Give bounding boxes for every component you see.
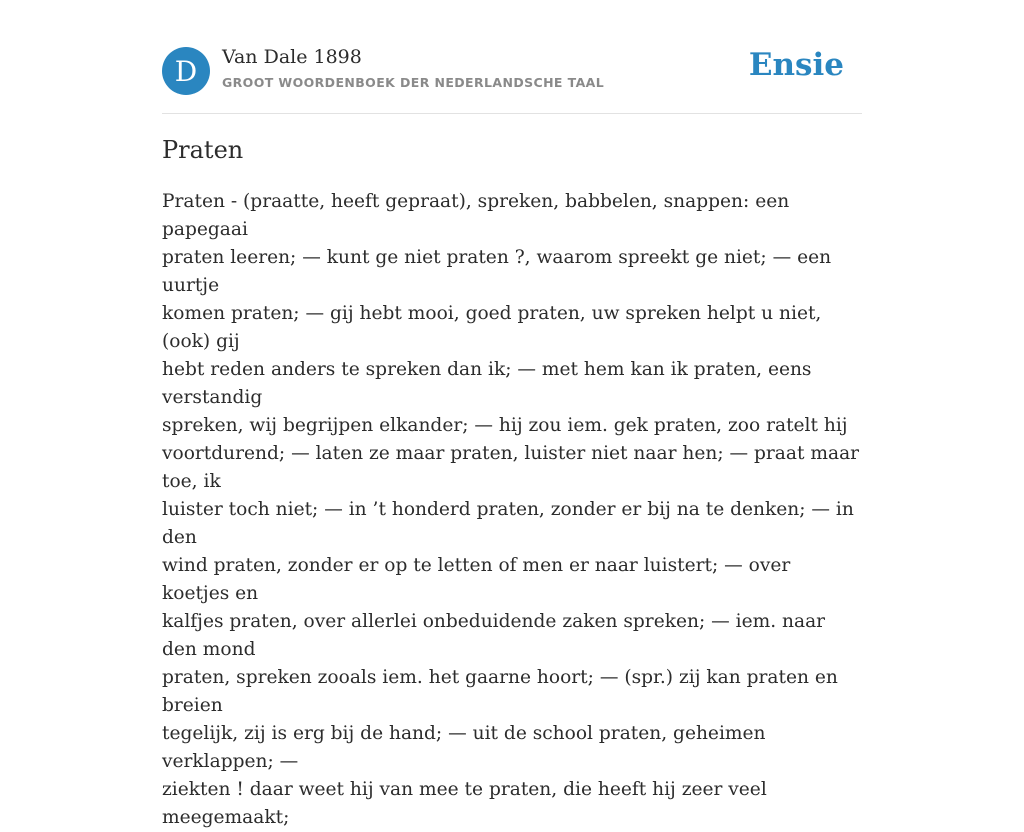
entry-definition: Praten - (praatte, heeft gepraat), spreken, babbelen, snappen: een papegaai praten leeren; — kunt ge niet praten ?, waarom spreekt ge niet; — een uurtje komen praten; — gij hebt mooi, goed praten, uw spreken helpt u niet, (ook) gij hebt reden anders te spreken dan ik; — met hem kan ik praten, eens verstandig spreken, wij begrijpen elkander; — hij zou iem. gek praten, zoo ratelt hij voortdurend; — laten ze maar praten, luister niet naar hen; — praat maar toe, ik luister toch niet; — in ’t honderd praten, zonder er bij na te denken; — in den wind praten, zonder er op te letten of men er naar luistert; — over koetjes en kalfjes praten, over allerlei onbeduidende zaken spreken; — iem. naar den mond praten, spreken zooals iem. het gaarne hoort; — (spr.) zij kan praten en breien tegelijk, zij is erg bij de hand; — uit de school praten, geheimen verklappen; — ziekten ! daar weet hij van mee te praten, die heeft hij zeer veel meegemaakt;	[162, 191, 860, 828]
dictionary-subtitle: GROOT WOORDENBOEK DER NEDERLANDSCHE TAAL	[222, 75, 605, 90]
dictionary-logo[interactable]: D	[162, 47, 210, 95]
dictionary-title[interactable]: Van Dale 1898	[222, 46, 362, 68]
header	[162, 0, 862, 114]
page	[162, 0, 862, 828]
entry-word-title: Praten	[162, 136, 244, 164]
ensie-brand-logo[interactable]: Ensie	[748, 47, 844, 83]
